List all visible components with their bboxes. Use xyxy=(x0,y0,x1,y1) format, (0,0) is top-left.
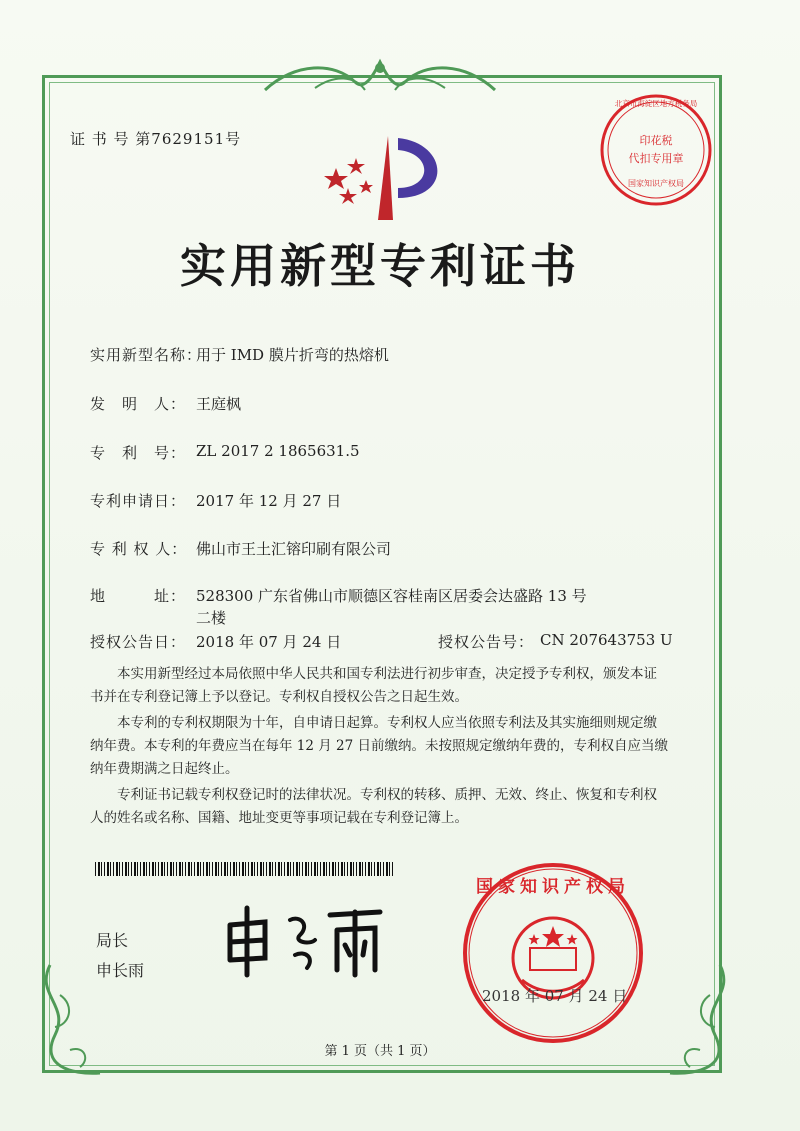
top-ornament xyxy=(255,52,505,102)
utility-model-name-label: 实用新型名称： xyxy=(90,346,203,364)
grant-date-label: 授权公告日： xyxy=(90,633,187,651)
utility-model-name-value: 用于 IMD 膜片折弯的热熔机 xyxy=(196,346,389,364)
filing-date-value: 2017 年 12 月 27 日 xyxy=(196,492,342,510)
handwritten-signature xyxy=(215,900,395,980)
patentee-value: 佛山市王土汇镕印刷有限公司 xyxy=(196,540,392,558)
tax-stamp-ring-text: 北京市海淀区地方税务局 xyxy=(614,99,698,108)
seal-date: 2018 年 07 月 24 日 xyxy=(482,987,628,1005)
statement-paragraph-3: 专利证书记载专利权登记时的法律状况。专利权的转移、质押、无效、终止、恢复和专利权人的姓名或名称、国籍、地址变更等事项记载在专利登记簿上。 xyxy=(90,787,657,826)
grant-date-value: 2018 年 07 月 24 日 xyxy=(196,633,342,651)
tax-stamp-line2: 代扣专用章 xyxy=(628,152,684,165)
grant-number-value: CN 207643753 U xyxy=(540,631,673,649)
patent-number-value: ZL 2017 2 1865631.5 xyxy=(196,442,360,460)
inventor-label: 发 明 人： xyxy=(90,395,187,413)
seal-text: 国家知识产权局 xyxy=(476,877,630,897)
tax-stamp xyxy=(598,92,714,208)
inventor-value: 王庭枫 xyxy=(196,395,242,413)
grant-number-label: 授权公告号： xyxy=(438,633,535,651)
address-line1: 528300 广东省佛山市顺德区容桂南区居委会达盛路 13 号 xyxy=(196,587,587,605)
page-number: 第 1 页（共 1 页） xyxy=(324,1044,436,1059)
corner-ornament-right xyxy=(650,955,740,1085)
director-title: 局长 xyxy=(96,931,129,950)
address-label: 地 址： xyxy=(90,587,187,605)
certificate-number: 证 书 号 第7629151号 xyxy=(70,130,242,148)
patentee-label: 专 利 权 人： xyxy=(90,540,188,558)
tax-stamp-line3: 国家知识产权局 xyxy=(628,179,684,188)
cnipa-logo-icon xyxy=(318,128,448,228)
statement-paragraph-1: 本实用新型经过本局依照中华人民共和国专利法进行初步审查，决定授予专利权，颁发本证书并在专利登记簿上予以登记。专利权自授权公告之日起生效。 xyxy=(90,666,657,705)
filing-date-label: 专利申请日： xyxy=(90,492,187,510)
patent-number-label: 专 利 号： xyxy=(90,444,187,462)
barcode xyxy=(95,862,395,876)
tax-stamp-line1: 印花税 xyxy=(639,134,673,147)
certificate-title: 实用新型专利证书 xyxy=(180,239,580,293)
director-name: 申长雨 xyxy=(96,961,145,980)
official-seal xyxy=(460,860,646,1046)
address-line2: 二楼 xyxy=(196,609,227,627)
statement-paragraph-2: 本专利的专利权期限为十年，自申请日起算。专利权人应当依照专利法及其实施细则规定缴纳年费。本专利的年费应当在每年 12 月 27 日前缴纳。未按照规定缴纳年费的，专利权自应当缴纳年费期满之日起终止。 xyxy=(90,715,669,777)
